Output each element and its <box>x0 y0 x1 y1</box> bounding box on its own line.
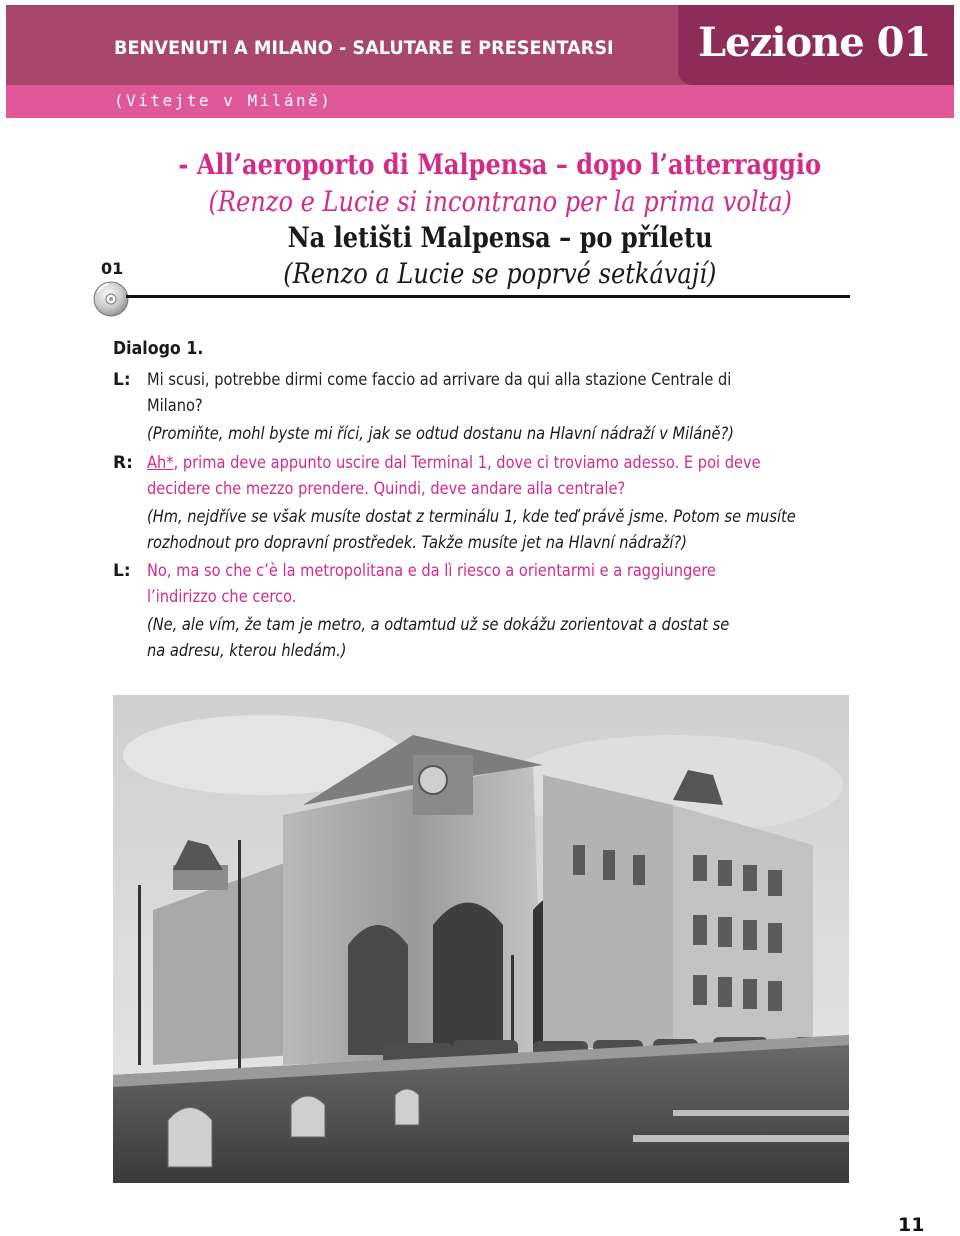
dialogue-line-cs: (Promiňte, mohl byste mi říci, jak se odtud dostanu na Hlavní nádraží v Miláně?) <box>147 424 734 444</box>
dialogue-title: Dialogo 1. <box>113 338 204 359</box>
dialogue-line-it: decidere che mezzo prendere. Quindi, deve andare alla centrale? <box>147 479 626 499</box>
dialogue-line-cs: rozhodnout pro dopravní prostředek. Takže musíte jet na Hlavní nádraží?) <box>147 533 687 553</box>
subtitle-bar <box>6 85 954 118</box>
speaker-label: L: <box>113 370 131 390</box>
page-number: 11 <box>898 1214 925 1236</box>
section-subheading-it: (Renzo e Lucie si incontrano per la prima volta) <box>208 185 792 218</box>
dialogue-line-cs: na adresu, kterou hledám.) <box>147 641 347 661</box>
lesson-badge <box>678 5 954 85</box>
dialogue-line-it: l’indirizzo che cerco. <box>147 587 297 607</box>
audio-track-number: 01 <box>101 259 124 278</box>
dialogue-line-it: Milano? <box>147 396 203 416</box>
speaker-label: R: <box>113 453 133 473</box>
dialogue-line-cs: (Hm, nejdříve se však musíte dostat z terminálu 1, kde teď právě jsme. Potom se musíte <box>147 507 796 527</box>
section-heading-it: - All’aeroporto di Malpensa – dopo l’atterraggio <box>178 148 822 181</box>
section-subheading-cs: (Renzo a Lucie se poprvé setkávají) <box>283 257 717 290</box>
cd-icon[interactable] <box>92 280 130 318</box>
dialogue-line-it: Ah*, prima deve appunto uscire dal Terminal 1, dove ci troviamo adesso. E poi deve <box>147 453 761 473</box>
dialogue-line-it: Mi scusi, potrebbe dirmi come faccio ad arrivare da qui alla stazione Centrale di <box>147 370 732 390</box>
chapter-title: BENVENUTI A MILANO - SALUTARE E PRESENTARSI <box>114 37 614 59</box>
heading-rule <box>126 295 850 298</box>
lesson-label: Lezione 01 <box>698 19 931 66</box>
glossary-link[interactable]: Ah* <box>147 453 174 473</box>
station-photo <box>113 695 849 1183</box>
speaker-label: L: <box>113 561 131 581</box>
section-heading-cs: Na letišti Malpensa – po příletu <box>287 221 713 254</box>
chapter-subtitle: (Vítejte v Miláně) <box>114 91 333 110</box>
dialogue-line-cs: (Ne, ale vím, že tam je metro, a odtamtud už se dokážu zorientovat a dostat se <box>147 615 730 635</box>
dialogue-line-it: No, ma so che c’è la metropolitana e da lì riesco a orientarmi e a raggiungere <box>147 561 716 581</box>
